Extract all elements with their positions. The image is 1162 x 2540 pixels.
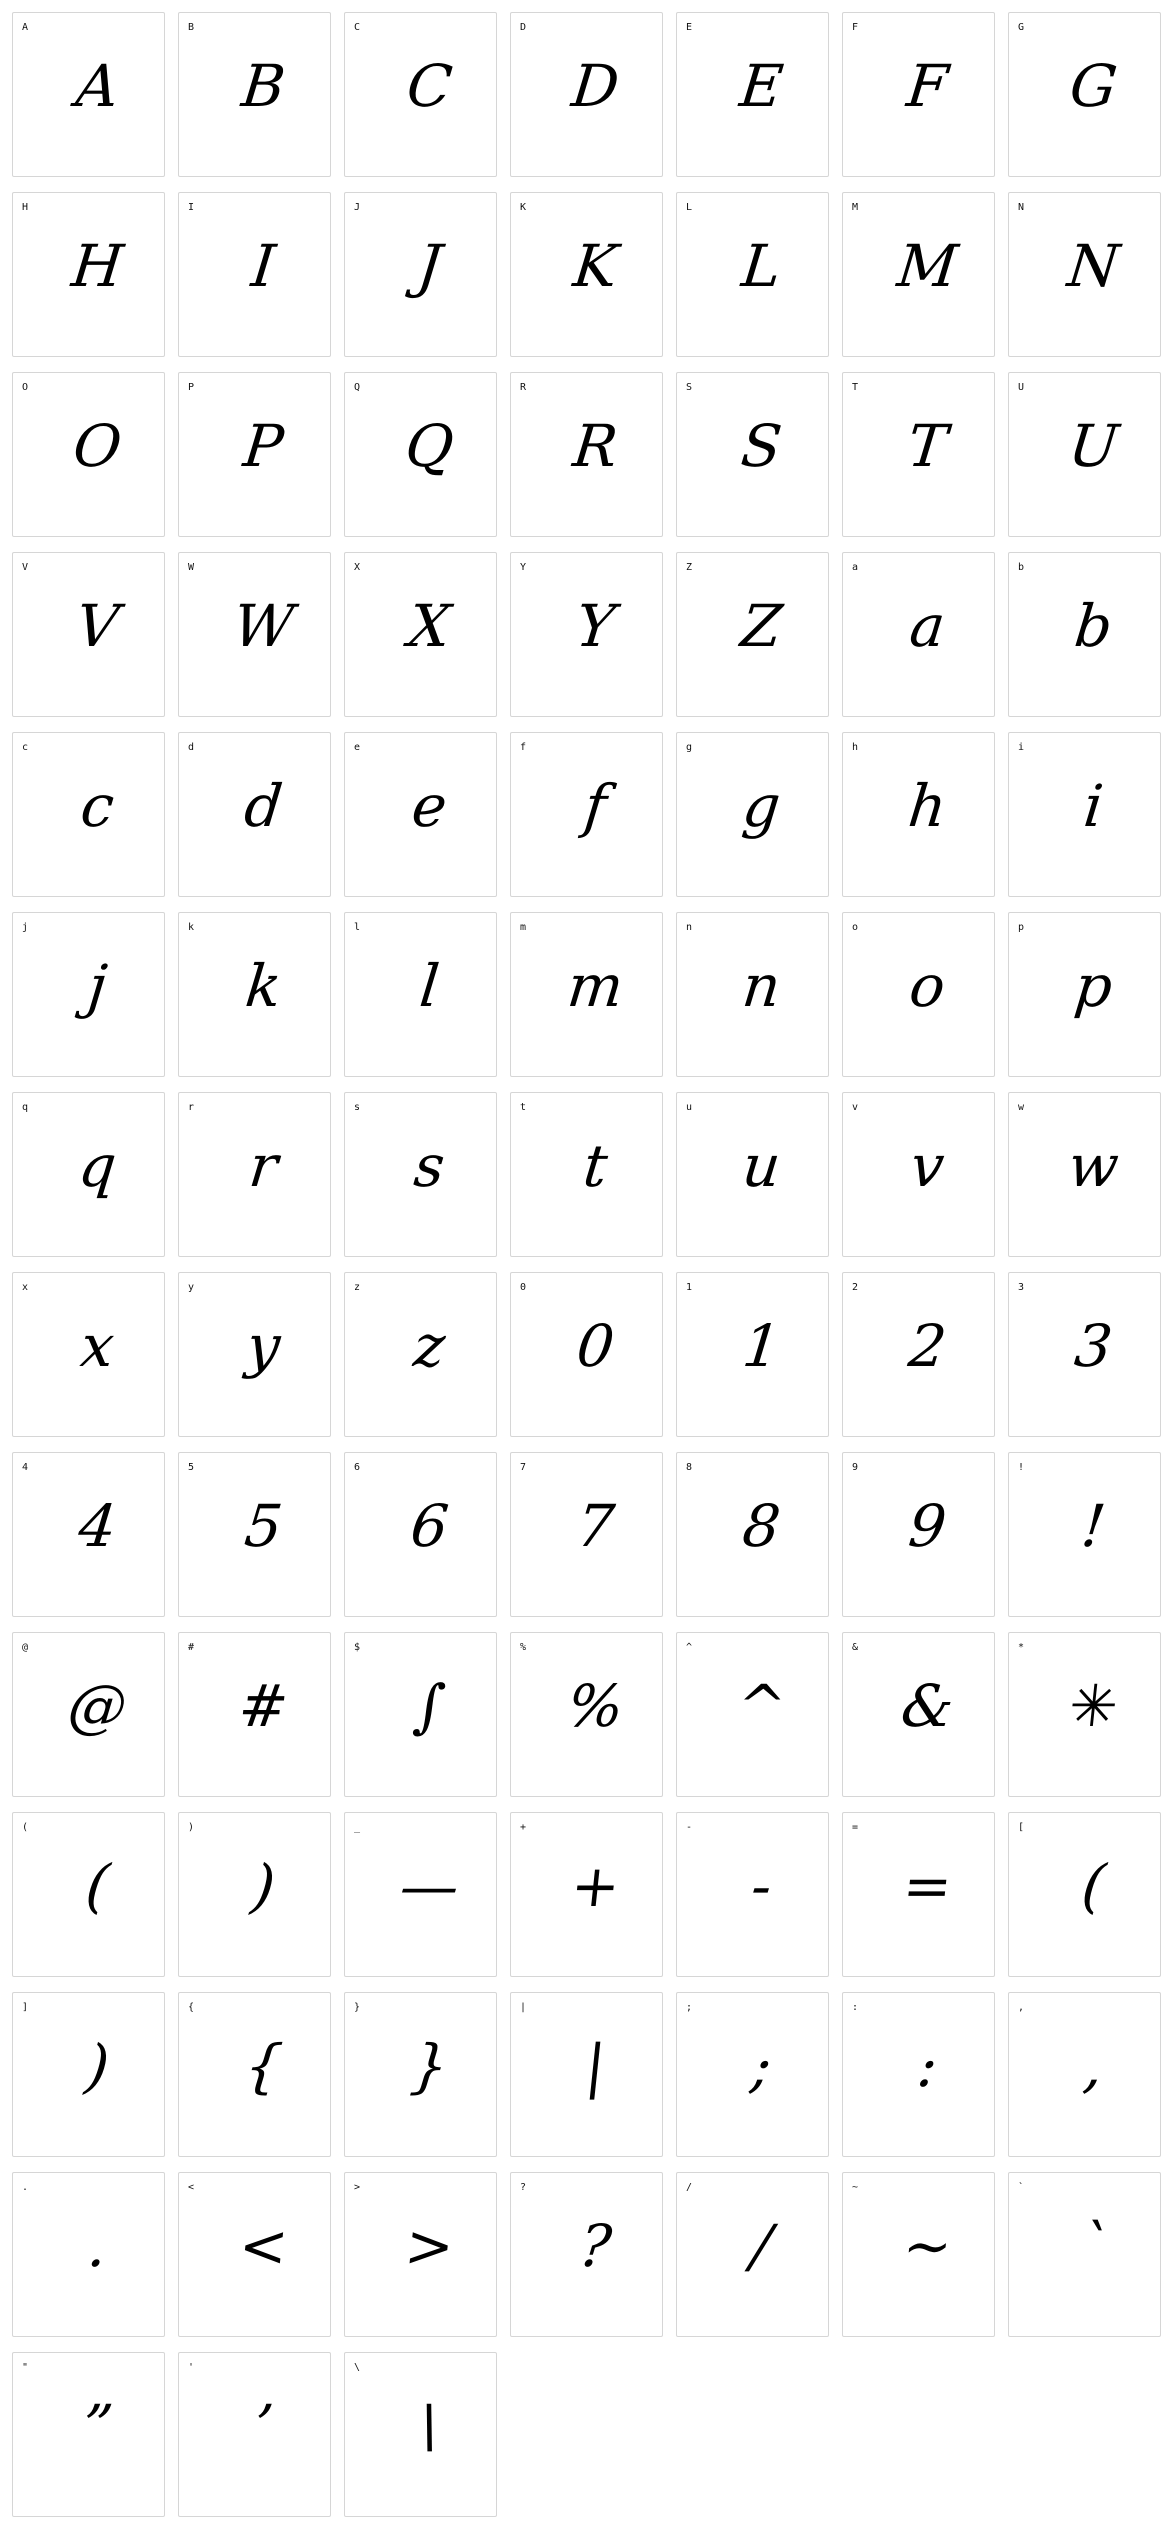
glyph-sample: o bbox=[906, 952, 949, 1020]
glyph-cell bbox=[178, 1272, 331, 1437]
glyph-cell bbox=[676, 1092, 829, 1257]
glyph-cell-label: L bbox=[686, 202, 693, 213]
glyph-cell bbox=[344, 1272, 497, 1437]
glyph-cell-label: o bbox=[852, 922, 859, 933]
glyph-sample: Y bbox=[572, 592, 619, 660]
glyph-cell-label: f bbox=[520, 742, 527, 753]
glyph-cell-label: Y bbox=[520, 562, 527, 573]
glyph-cell bbox=[12, 192, 165, 357]
glyph-cell-label: | bbox=[520, 2002, 527, 2013]
glyph-cell bbox=[1008, 912, 1161, 1077]
glyph-cell bbox=[344, 912, 497, 1077]
glyph-cell-label: j bbox=[22, 922, 29, 933]
glyph-cell-label: O bbox=[22, 382, 29, 393]
glyph-cell bbox=[1008, 1272, 1161, 1437]
glyph-cell-label: W bbox=[188, 562, 195, 573]
glyph-cell bbox=[178, 1092, 331, 1257]
glyph-cell bbox=[12, 1452, 165, 1617]
glyph-cell bbox=[344, 1452, 497, 1617]
glyph-cell-label: , bbox=[1018, 2002, 1025, 2013]
glyph-cell bbox=[842, 1452, 995, 1617]
glyph-cell bbox=[344, 1812, 497, 1977]
glyph-cell-label: b bbox=[1018, 562, 1025, 573]
glyph-sample: 9 bbox=[905, 1492, 950, 1560]
glyph-sample: % bbox=[564, 1672, 627, 1740]
glyph-cell-label: X bbox=[354, 562, 361, 573]
glyph-cell-label: _ bbox=[354, 1822, 361, 1833]
glyph-cell bbox=[510, 372, 663, 537]
glyph-sample: q bbox=[75, 1132, 120, 1200]
glyph-sample: ) bbox=[82, 2032, 113, 2100]
glyph-cell bbox=[842, 1992, 995, 2157]
glyph-sample: Z bbox=[737, 592, 786, 660]
glyph-cell-label: B bbox=[188, 22, 195, 33]
glyph-cell-label: { bbox=[188, 2002, 195, 2013]
glyph-sample: J bbox=[414, 232, 445, 300]
glyph-cell bbox=[12, 1992, 165, 2157]
glyph-cell bbox=[12, 12, 165, 177]
glyph-cell-label: N bbox=[1018, 202, 1025, 213]
glyph-cell bbox=[676, 1272, 829, 1437]
glyph-sample: ! bbox=[1078, 1492, 1109, 1560]
glyph-sample: 8 bbox=[739, 1492, 784, 1560]
glyph-cell bbox=[178, 732, 331, 897]
glyph-cell bbox=[676, 12, 829, 177]
glyph-cell bbox=[510, 1632, 663, 1797]
glyph-cell-label: " bbox=[22, 2362, 29, 2373]
glyph-sample: 7 bbox=[573, 1492, 618, 1560]
glyph-sample: z bbox=[410, 1312, 449, 1380]
glyph-cell bbox=[842, 552, 995, 717]
glyph-sample: j bbox=[84, 952, 111, 1020]
glyph-sample: ( bbox=[1078, 1852, 1109, 1920]
glyph-cell bbox=[510, 1992, 663, 2157]
glyph-cell-label: 8 bbox=[686, 1462, 693, 1473]
glyph-cell-label: k bbox=[188, 922, 195, 933]
glyph-cell bbox=[344, 552, 497, 717]
glyph-cell bbox=[12, 552, 165, 717]
glyph-sample: y bbox=[243, 1312, 284, 1380]
glyph-sample: & bbox=[898, 1672, 957, 1740]
glyph-cell bbox=[178, 12, 331, 177]
glyph-cell bbox=[344, 12, 497, 177]
glyph-cell bbox=[676, 1632, 829, 1797]
glyph-sample: m bbox=[564, 952, 627, 1020]
glyph-cell bbox=[178, 2172, 331, 2337]
glyph-sample: < bbox=[235, 2212, 292, 2280]
glyph-cell bbox=[510, 552, 663, 717]
glyph-cell bbox=[842, 912, 995, 1077]
glyph-cell bbox=[842, 12, 995, 177]
glyph-sample: 5 bbox=[241, 1492, 286, 1560]
glyph-cell-label: ( bbox=[22, 1822, 29, 1833]
glyph-cell-label: e bbox=[354, 742, 361, 753]
glyph-cell-label: g bbox=[686, 742, 693, 753]
glyph-cell bbox=[344, 2172, 497, 2337]
glyph-cell-label: . bbox=[22, 2182, 29, 2193]
glyph-cell bbox=[12, 1632, 165, 1797]
glyph-sample: b bbox=[1071, 592, 1116, 660]
glyph-sample: a bbox=[906, 592, 949, 660]
glyph-cell-label: i bbox=[1018, 742, 1025, 753]
glyph-sample: Q bbox=[402, 412, 457, 480]
glyph-sample: ” bbox=[79, 2392, 116, 2460]
glyph-sample: k bbox=[242, 952, 285, 1020]
glyph-cell bbox=[178, 1812, 331, 1977]
glyph-cell-label: [ bbox=[1018, 1822, 1025, 1833]
glyph-sample: # bbox=[235, 1672, 292, 1740]
glyph-cell bbox=[12, 1812, 165, 1977]
glyph-sample: G bbox=[1066, 52, 1121, 120]
glyph-cell-label: t bbox=[520, 1102, 527, 1113]
glyph-sample: T bbox=[904, 412, 951, 480]
glyph-cell bbox=[344, 1092, 497, 1257]
glyph-cell bbox=[510, 2172, 663, 2337]
glyph-sample: K bbox=[570, 232, 621, 300]
glyph-sample: w bbox=[1065, 1132, 1122, 1200]
glyph-sample: 4 bbox=[75, 1492, 120, 1560]
glyph-sample: e bbox=[408, 772, 451, 840]
glyph-cell-label: = bbox=[852, 1822, 859, 1833]
glyph-sample: N bbox=[1064, 232, 1123, 300]
glyph-cell bbox=[1008, 732, 1161, 897]
glyph-cell bbox=[344, 732, 497, 897]
glyph-sample: x bbox=[77, 1312, 118, 1380]
glyph-cell bbox=[676, 1452, 829, 1617]
glyph-cell-label: v bbox=[852, 1102, 859, 1113]
glyph-cell-label: d bbox=[188, 742, 195, 753]
glyph-sample: A bbox=[72, 52, 123, 120]
glyph-cell bbox=[676, 1812, 829, 1977]
glyph-cell-label: U bbox=[1018, 382, 1025, 393]
glyph-cell bbox=[344, 1992, 497, 2157]
glyph-sample: d bbox=[241, 772, 286, 840]
glyph-sample: E bbox=[736, 52, 787, 120]
glyph-sample: - bbox=[748, 1852, 775, 1920]
glyph-sample: ✳ bbox=[1065, 1672, 1122, 1740]
glyph-cell bbox=[1008, 372, 1161, 537]
glyph-cell bbox=[344, 192, 497, 357]
glyph-cell bbox=[842, 732, 995, 897]
glyph-sample: i bbox=[1080, 772, 1107, 840]
glyph-cell-label: c bbox=[22, 742, 29, 753]
glyph-cell-label: K bbox=[520, 202, 527, 213]
glyph-cell-label: s bbox=[354, 1102, 361, 1113]
glyph-cell-label: V bbox=[22, 562, 29, 573]
glyph-cell bbox=[510, 192, 663, 357]
glyph-cell-label: 0 bbox=[520, 1282, 527, 1293]
glyph-cell bbox=[12, 912, 165, 1077]
glyph-sample: { bbox=[241, 2032, 286, 2100]
glyph-cell bbox=[12, 732, 165, 897]
glyph-cell-label: Z bbox=[686, 562, 693, 573]
glyph-cell-label: m bbox=[520, 922, 527, 933]
glyph-sample: ) bbox=[248, 1852, 279, 1920]
glyph-cell-label: $ bbox=[354, 1642, 361, 1653]
glyph-cell bbox=[178, 912, 331, 1077]
glyph-cell-label: r bbox=[188, 1102, 195, 1113]
glyph-cell bbox=[842, 192, 995, 357]
glyph-cell-label: p bbox=[1018, 922, 1025, 933]
glyph-cell bbox=[676, 552, 829, 717]
glyph-cell bbox=[510, 1452, 663, 1617]
glyph-sample: W bbox=[230, 592, 297, 660]
glyph-sample: l bbox=[416, 952, 443, 1020]
glyph-cell bbox=[1008, 1812, 1161, 1977]
glyph-cell bbox=[842, 1812, 995, 1977]
glyph-sample: ’ bbox=[250, 2392, 277, 2460]
glyph-cell bbox=[676, 732, 829, 897]
glyph-cell-label: w bbox=[1018, 1102, 1025, 1113]
glyph-sample: s bbox=[411, 1132, 448, 1200]
glyph-cell bbox=[510, 732, 663, 897]
glyph-sample: 6 bbox=[407, 1492, 452, 1560]
glyph-sample: f bbox=[581, 772, 610, 840]
glyph-cell-label: x bbox=[22, 1282, 29, 1293]
glyph-cell-label: R bbox=[520, 382, 527, 393]
glyph-cell-label: G bbox=[1018, 22, 1025, 33]
glyph-sample: ; bbox=[748, 2032, 775, 2100]
glyph-cell-label: ; bbox=[686, 2002, 693, 2013]
glyph-sample: = bbox=[899, 1852, 956, 1920]
glyph-cell bbox=[178, 1992, 331, 2157]
glyph-cell bbox=[12, 2172, 165, 2337]
glyph-sample: 0 bbox=[573, 1312, 618, 1380]
glyph-cell bbox=[178, 372, 331, 537]
glyph-cell bbox=[344, 2352, 497, 2517]
glyph-cell bbox=[12, 1272, 165, 1437]
glyph-sample: | bbox=[582, 2032, 609, 2100]
glyph-cell-label: : bbox=[852, 2002, 859, 2013]
glyph-sample: H bbox=[68, 232, 127, 300]
glyph-cell bbox=[1008, 192, 1161, 357]
glyph-cell bbox=[676, 192, 829, 357]
glyph-cell bbox=[510, 1092, 663, 1257]
glyph-cell bbox=[842, 1092, 995, 1257]
glyph-cell-label: h bbox=[852, 742, 859, 753]
glyph-cell-label: ' bbox=[188, 2362, 195, 2373]
glyph-sample: g bbox=[739, 772, 784, 840]
glyph-cell bbox=[1008, 2172, 1161, 2337]
glyph-cell-label: 5 bbox=[188, 1462, 195, 1473]
glyph-cell-label: - bbox=[686, 1822, 693, 1833]
glyph-cell-label: < bbox=[188, 2182, 195, 2193]
glyph-cell-label: & bbox=[852, 1642, 859, 1653]
glyph-cell bbox=[842, 372, 995, 537]
glyph-sample: \ bbox=[416, 2392, 443, 2460]
glyph-sample: D bbox=[568, 52, 623, 120]
glyph-cell-label: S bbox=[686, 382, 693, 393]
glyph-sample: B bbox=[238, 52, 289, 120]
glyph-cell bbox=[676, 2172, 829, 2337]
glyph-sample: , bbox=[1080, 2032, 1107, 2100]
glyph-cell-label: q bbox=[22, 1102, 29, 1113]
glyph-cell bbox=[178, 1632, 331, 1797]
glyph-cell-label: Q bbox=[354, 382, 361, 393]
glyph-cell bbox=[842, 1632, 995, 1797]
glyph-sample: ? bbox=[576, 2212, 615, 2280]
glyph-sample: ~ bbox=[899, 2212, 956, 2280]
glyph-sample: 3 bbox=[1071, 1312, 1116, 1380]
glyph-sample: — bbox=[396, 1852, 463, 1920]
glyph-cell bbox=[12, 2352, 165, 2517]
glyph-cell-label: z bbox=[354, 1282, 361, 1293]
glyph-sample: : bbox=[914, 2032, 941, 2100]
glyph-cell-label: ` bbox=[1018, 2182, 1025, 2193]
glyph-cell-label: 7 bbox=[520, 1462, 527, 1473]
glyph-sample: I bbox=[248, 232, 279, 300]
glyph-sample: 2 bbox=[905, 1312, 950, 1380]
glyph-cell-label: E bbox=[686, 22, 693, 33]
glyph-cell bbox=[12, 1092, 165, 1257]
glyph-sample: ^ bbox=[733, 1672, 790, 1740]
glyph-cell-label: H bbox=[22, 202, 29, 213]
glyph-cell-label: ] bbox=[22, 2002, 29, 2013]
glyph-sample: / bbox=[748, 2212, 775, 2280]
glyph-sample: S bbox=[738, 412, 785, 480]
glyph-cell-label: C bbox=[354, 22, 361, 33]
glyph-sample: } bbox=[407, 2032, 452, 2100]
glyph-cell-label: ! bbox=[1018, 1462, 1025, 1473]
glyph-sample: O bbox=[70, 412, 125, 480]
glyph-cell-label: I bbox=[188, 202, 195, 213]
glyph-sample: V bbox=[72, 592, 123, 660]
glyph-cell-label: ? bbox=[520, 2182, 527, 2193]
glyph-cell bbox=[178, 192, 331, 357]
glyph-cell-label: 6 bbox=[354, 1462, 361, 1473]
glyph-cell-label: A bbox=[22, 22, 29, 33]
glyph-cell-label: ^ bbox=[686, 1642, 693, 1653]
glyph-cell bbox=[510, 1812, 663, 1977]
glyph-cell-label: ~ bbox=[852, 2182, 859, 2193]
glyph-cell bbox=[344, 372, 497, 537]
glyph-cell-label: P bbox=[188, 382, 195, 393]
glyph-cell-label: J bbox=[354, 202, 361, 213]
glyph-sample: ` bbox=[1075, 2212, 1112, 2280]
glyph-sample: U bbox=[1065, 412, 1122, 480]
glyph-cell-label: ) bbox=[188, 1822, 195, 1833]
glyph-cell bbox=[1008, 1992, 1161, 2157]
glyph-cell-label: 4 bbox=[22, 1462, 29, 1473]
glyph-sample: 1 bbox=[739, 1312, 784, 1380]
glyph-sample: . bbox=[84, 2212, 111, 2280]
glyph-cell-label: @ bbox=[22, 1642, 29, 1653]
glyph-cell-label: } bbox=[354, 2002, 361, 2013]
glyph-cell bbox=[1008, 1092, 1161, 1257]
glyph-cell bbox=[1008, 12, 1161, 177]
glyph-cell bbox=[842, 1272, 995, 1437]
glyph-cell bbox=[676, 912, 829, 1077]
glyph-cell-label: l bbox=[354, 922, 361, 933]
glyph-sample: h bbox=[905, 772, 950, 840]
glyph-sample: c bbox=[77, 772, 118, 840]
glyph-cell bbox=[1008, 1632, 1161, 1797]
glyph-cell bbox=[178, 552, 331, 717]
glyph-cell-label: 3 bbox=[1018, 1282, 1025, 1293]
glyph-cell-label: > bbox=[354, 2182, 361, 2193]
glyph-cell-label: y bbox=[188, 1282, 195, 1293]
glyph-sample: v bbox=[907, 1132, 948, 1200]
glyph-cell bbox=[510, 12, 663, 177]
glyph-cell-label: / bbox=[686, 2182, 693, 2193]
glyph-cell bbox=[1008, 552, 1161, 717]
glyph-sample: ∫ bbox=[410, 1672, 449, 1740]
glyph-cell-label: M bbox=[852, 202, 859, 213]
glyph-cell-label: F bbox=[852, 22, 859, 33]
glyph-cell-label: * bbox=[1018, 1642, 1025, 1653]
glyph-cell-label: % bbox=[520, 1642, 527, 1653]
glyph-cell bbox=[344, 1632, 497, 1797]
glyph-cell bbox=[676, 372, 829, 537]
glyph-sample: M bbox=[894, 232, 961, 300]
glyph-cell-label: 1 bbox=[686, 1282, 693, 1293]
glyph-cell bbox=[510, 1272, 663, 1437]
glyph-sample: > bbox=[401, 2212, 458, 2280]
glyph-cell-label: + bbox=[520, 1822, 527, 1833]
glyph-sample: r bbox=[246, 1132, 281, 1200]
glyph-sample: L bbox=[738, 232, 785, 300]
glyph-sample: n bbox=[739, 952, 784, 1020]
glyph-sample: ( bbox=[82, 1852, 113, 1920]
glyph-cell-label: \ bbox=[354, 2362, 361, 2373]
glyph-sample: @ bbox=[64, 1672, 131, 1740]
glyph-sample: u bbox=[739, 1132, 784, 1200]
glyph-cell-label: T bbox=[852, 382, 859, 393]
glyph-sample: p bbox=[1071, 952, 1116, 1020]
glyph-cell-label: a bbox=[852, 562, 859, 573]
glyph-cell-label: # bbox=[188, 1642, 195, 1653]
glyph-sample: R bbox=[570, 412, 621, 480]
glyph-cell-label: u bbox=[686, 1102, 693, 1113]
glyph-cell bbox=[842, 2172, 995, 2337]
glyph-sample: t bbox=[580, 1132, 611, 1200]
glyph-cell bbox=[510, 912, 663, 1077]
glyph-cell-label: n bbox=[686, 922, 693, 933]
glyph-cell bbox=[12, 372, 165, 537]
glyph-cell bbox=[178, 1452, 331, 1617]
glyph-sample: + bbox=[567, 1852, 624, 1920]
glyph-sample: C bbox=[403, 52, 456, 120]
glyph-cell-label: 9 bbox=[852, 1462, 859, 1473]
glyph-cell-label: 2 bbox=[852, 1282, 859, 1293]
glyph-sample: P bbox=[240, 412, 287, 480]
glyph-sample: X bbox=[405, 592, 454, 660]
glyph-cell bbox=[1008, 1452, 1161, 1617]
glyph-cell bbox=[676, 1992, 829, 2157]
glyph-cell-label: D bbox=[520, 22, 527, 33]
glyph-sample: F bbox=[903, 52, 952, 120]
glyph-cell bbox=[178, 2352, 331, 2517]
